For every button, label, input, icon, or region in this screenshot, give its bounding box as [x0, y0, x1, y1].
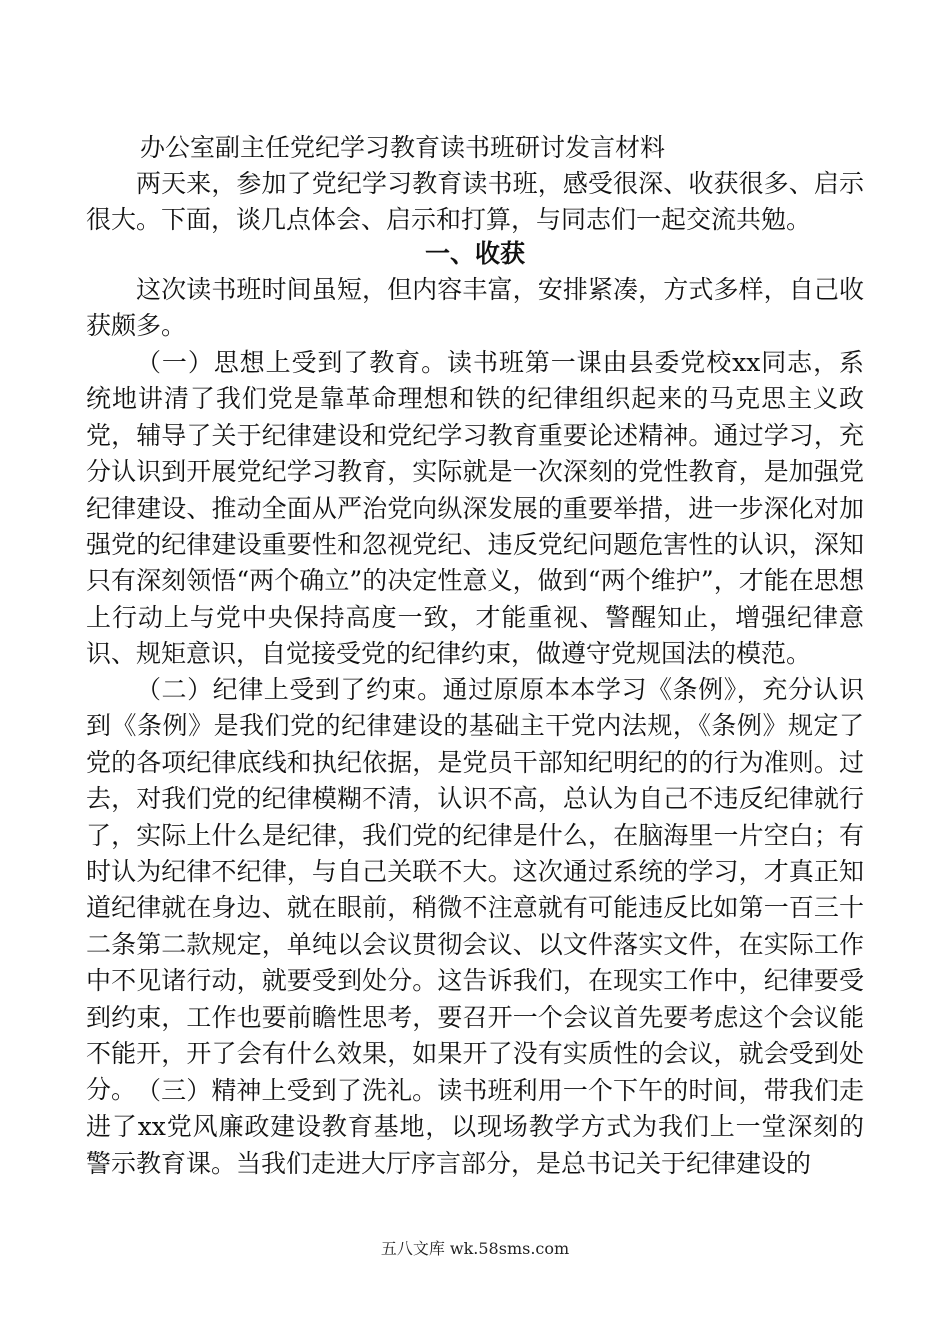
paragraph-thought-education: （一）思想上受到了教育。读书班第一课由县委党校xx同志，系统地讲清了我们党是靠革命理想和铁的纪律组织起来的马克思主义政党，辅导了关于纪律建设和党纪学习教育重要论述精神。通过学习，充分认识到开展党纪学习教育，实际就是一次深刻的党性教育，是加强党纪律建设、推动全面从严治党向纵深发展的重要举措，进一步深化对加强党的纪律建设重要性和忽视党纪、违反党纪问题危害性的认识，深知只有深刻领悟“两个确立”的决定性意义，做到“两个维护”，才能在思想上行动上与党中央保持高度一致，才能重视、警醒知止，增强纪律意识、规矩意识，自觉接受党的纪律约束，做遵守党规国法的模范。: [86, 348, 864, 669]
paragraph-summary: 这次读书班时间虽短，但内容丰富，安排紧凑，方式多样，自己收获颇多。: [86, 275, 864, 341]
footer-watermark: 五八文库 wk.58sms.com: [380, 1239, 570, 1258]
document-title: 办公室副主任党纪学习教育读书班研讨发言材料: [140, 133, 666, 162]
paragraph-discipline-constraint: （二）纪律上受到了约束。通过原原本本学习《条例》，充分认识到《条例》是我们党的纪律建设的基础主干党内法规，《条例》规定了党的各项纪律底线和执纪依据，是党员干部知纪明纪的的行为准则。过去，对我们党的纪律模糊不清，认识不高，总认为自己不违反纪律就行了，实际上什么是纪律，我们党的纪律是什么，在脑海里一片空白；有时认为纪律不纪律，与自己关联不大。这次通过系统的学习，才真正知道纪律就在身边、就在眼前，稍微不注意就有可能违反比如第一百三十二条第二款规定，单纯以会议贯彻会议、以文件落实文件，在实际工作中不见诸行动，就要受到处分。这告诉我们，在现实工作中，纪律要受到约束，工作也要前瞻性思考，要召开一个会议首先要考虑这个会议能不能开，开了会有什么效果，如果开了没有实质性的会议，就会受到处分。: [86, 675, 864, 1105]
intro-paragraph: 两天来，参加了党纪学习教育读书班，感受很深、收获很多、启示很大。下面，谈几点体会、启示和打算，与同志们一起交流共勉。: [86, 169, 864, 235]
paragraph-spiritual-baptism: （三）精神上受到了洗礼。读书班利用一个下午的时间，带我们走进了xx党风廉政建设教育基地，以现场教学方式为我们上一堂深刻的警示教育课。当我们走进大厅序言部分，是总书记关于纪律建设的: [86, 1076, 864, 1178]
section-heading: 一、收获: [424, 239, 525, 268]
